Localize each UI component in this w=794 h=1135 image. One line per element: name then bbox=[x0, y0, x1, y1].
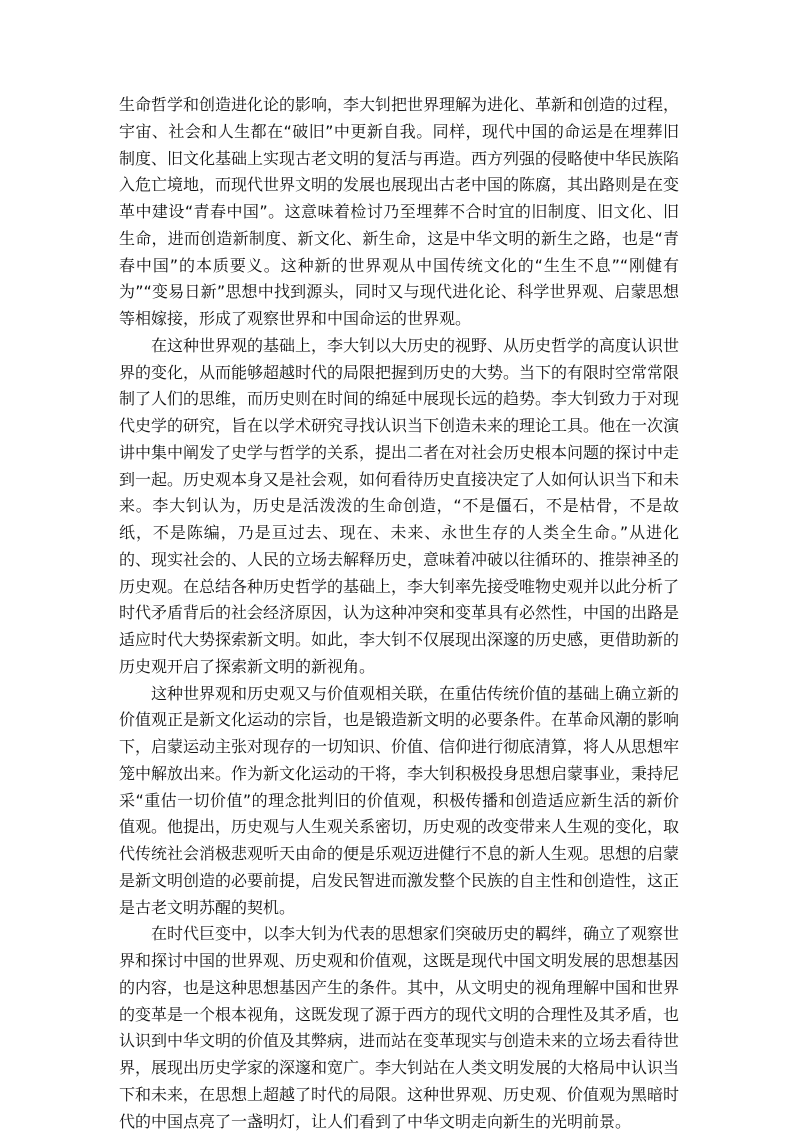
paragraph-2: 在这种世界观的基础上，李大钊以大历史的视野、从历史哲学的高度认识世界的变化，从而能够超越时代的局限把握到历史的大势。当下的有限时空常常限制了人们的思维，而历史则在时间的绵延中展现长远的趋势。李大钊致力于对现代史学的研究，旨在以学术研究寻找认识当下创造未来的理论工具。他在一次演讲中集中阐发了史学与哲学的关系，提出二者在对社会历史根本问题的探讨中走到一起。历史观本身又是社会观，如何看待历史直接决定了人如何认识当下和未来。李大钊认为，历史是活泼泼的生命创造，“不是僵石，不是枯骨，不是故纸，不是陈编，乃是亘过去、现在、未来、永世生存的人类全生命。”从进化的、现实社会的、人民的立场去解释历史，意味着冲破以往循环的、推崇神圣的历史观。在总结各种历史哲学的基础上，李大钊率先接受唯物史观并以此分析了时代矛盾背后的社会经济原因，认为这种冲突和变革具有必然性，中国的出路是适应时代大势探索新文明。如此，李大钊不仅展现出深邃的历史感，更借助新的历史观开启了探索新文明的新视角。 bbox=[119, 335, 680, 676]
paragraph-3: 这种世界观和历史观又与价值观相关联，在重估传统价值的基础上确立新的价值观正是新文化运动的宗旨，也是锻造新文明的必要条件。在革命风潮的影响下，启蒙运动主张对现存的一切知识、价值、信仰进行彻底清算，将人从思想牢笼中解放出来。作为新文化运动的干将，李大钊积极投身思想启蒙事业，秉持尼采“重估一切价值”的理念批判旧的价值观，积极传播和创造适应新生活的新价值观。他提出，历史观与人生观关系密切，历史观的改变带来人生观的变化，取代传统社会消极悲观听天由命的便是乐观迈进健行不息的新人生观。思想的启蒙是新文明创造的必要前提，启发民智进而激发整个民族的自主性和创造性，这正是古老文明苏醒的契机。 bbox=[119, 683, 680, 917]
document-body bbox=[119, 92, 679, 1135]
paragraph-1: 生命哲学和创造进化论的影响，李大钊把世界理解为进化、革新和创造的过程，宇宙、社会和人生都在“破旧”中更新自我。同样，现代中国的命运是在埋葬旧制度、旧文化基础上实现古老文明的复活与再造。西方列强的侵略使中华民族陷入危亡境地，而现代世界文明的发展也展现出古老中国的陈腐，其出路则是在变革中建设“青春中国”。这意味着检讨乃至埋葬不合时宜的旧制度、旧文化、旧生命，进而创造新制度、新文化、新生命，这是中华文明的新生之路，也是“青春中国”的本质要义。这种新的世界观从中国传统文化的“生生不息”“刚健有为”“变易日新”思想中找到源头，同时又与现代进化论、科学世界观、启蒙思想等相嫁接，形成了观察世界和中国命运的世界观。 bbox=[119, 95, 680, 328]
paragraph-4: 在时代巨变中，以李大钊为代表的思想家们突破历史的羁绊，确立了观察世界和探讨中国的世界观、历史观和价值观，这既是现代中国文明发展的思想基因的内容，也是这种思想基因产生的条件。其中，从文明史的视角理解中国和世界的变革是一个根本视角，这既发现了源于西方的现代文明的合理性及其矛盾，也认识到中华文明的价值及其弊病，进而站在变革现实与创造未来的立场去看待世界，展现出历史学家的深邃和宽广。李大钊站在人类文明发展的大格局中认识当下和未来，在思想上超越了时代的局限。这种世界观、历史观、价值观为黑暗时代的中国点亮了一盏明灯，让人们看到了中华文明走向新生的光明前景。 bbox=[119, 924, 680, 1131]
